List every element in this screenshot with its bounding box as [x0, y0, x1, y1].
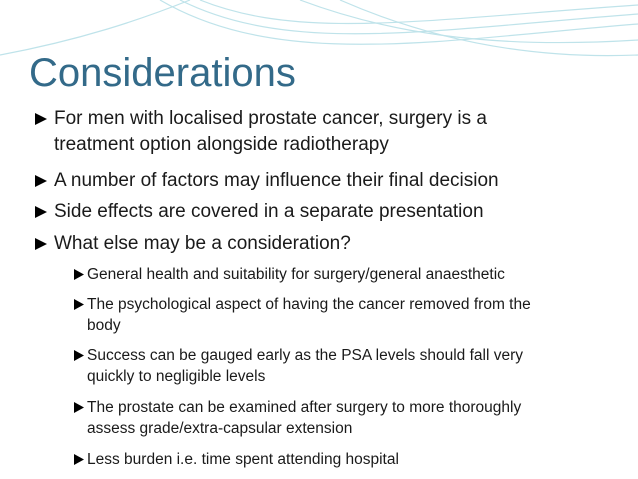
bullet-item: [34, 199, 594, 225]
bullet-item: [34, 231, 594, 257]
sub-bullet-text: Success can be gauged early as the PSA levels should fall very: [87, 347, 523, 364]
sub-bullet-item: [73, 345, 623, 387]
triangle-bullet-icon: [73, 449, 87, 470]
sub-bullet-text: General health and suitability for surgery/general anaesthetic: [87, 266, 505, 283]
sub-bullet-text-continued: assess grade/extra-capsular extension: [87, 420, 353, 437]
triangle-bullet-icon: [34, 106, 48, 158]
bullet-text: What else may be a consideration?: [54, 233, 351, 254]
sub-bullet-item: [73, 449, 623, 470]
sub-bullet-item: [73, 294, 623, 336]
triangle-bullet-icon: [73, 345, 87, 387]
sub-bullet-text: Less burden i.e. time spent attending hospital: [87, 451, 399, 468]
bullet-text-continued: treatment option alongside radiotherapy: [54, 134, 389, 155]
bullet-item: [34, 168, 594, 194]
triangle-bullet-icon: [34, 199, 48, 225]
bullet-text: Side effects are covered in a separate presentation: [54, 201, 484, 222]
bullet-item: [34, 106, 594, 158]
triangle-bullet-icon: [34, 168, 48, 194]
triangle-bullet-icon: [34, 231, 48, 257]
sub-bullet-text: The prostate can be examined after surgery to more thoroughly: [87, 399, 522, 416]
triangle-bullet-icon: [73, 397, 87, 439]
triangle-bullet-icon: [73, 294, 87, 336]
sub-bullet-item: [73, 264, 623, 285]
sub-bullet-text-continued: quickly to negligible levels: [87, 368, 266, 385]
sub-bullet-text: The psychological aspect of having the cancer removed from the: [87, 296, 531, 313]
slide-title: Considerations: [29, 51, 296, 95]
bullet-text: For men with localised prostate cancer, surgery is a: [54, 108, 487, 129]
bullet-text: A number of factors may influence their final decision: [54, 170, 499, 191]
triangle-bullet-icon: [73, 264, 87, 285]
sub-bullet-text-continued: body: [87, 317, 121, 334]
sub-bullet-item: [73, 397, 623, 439]
